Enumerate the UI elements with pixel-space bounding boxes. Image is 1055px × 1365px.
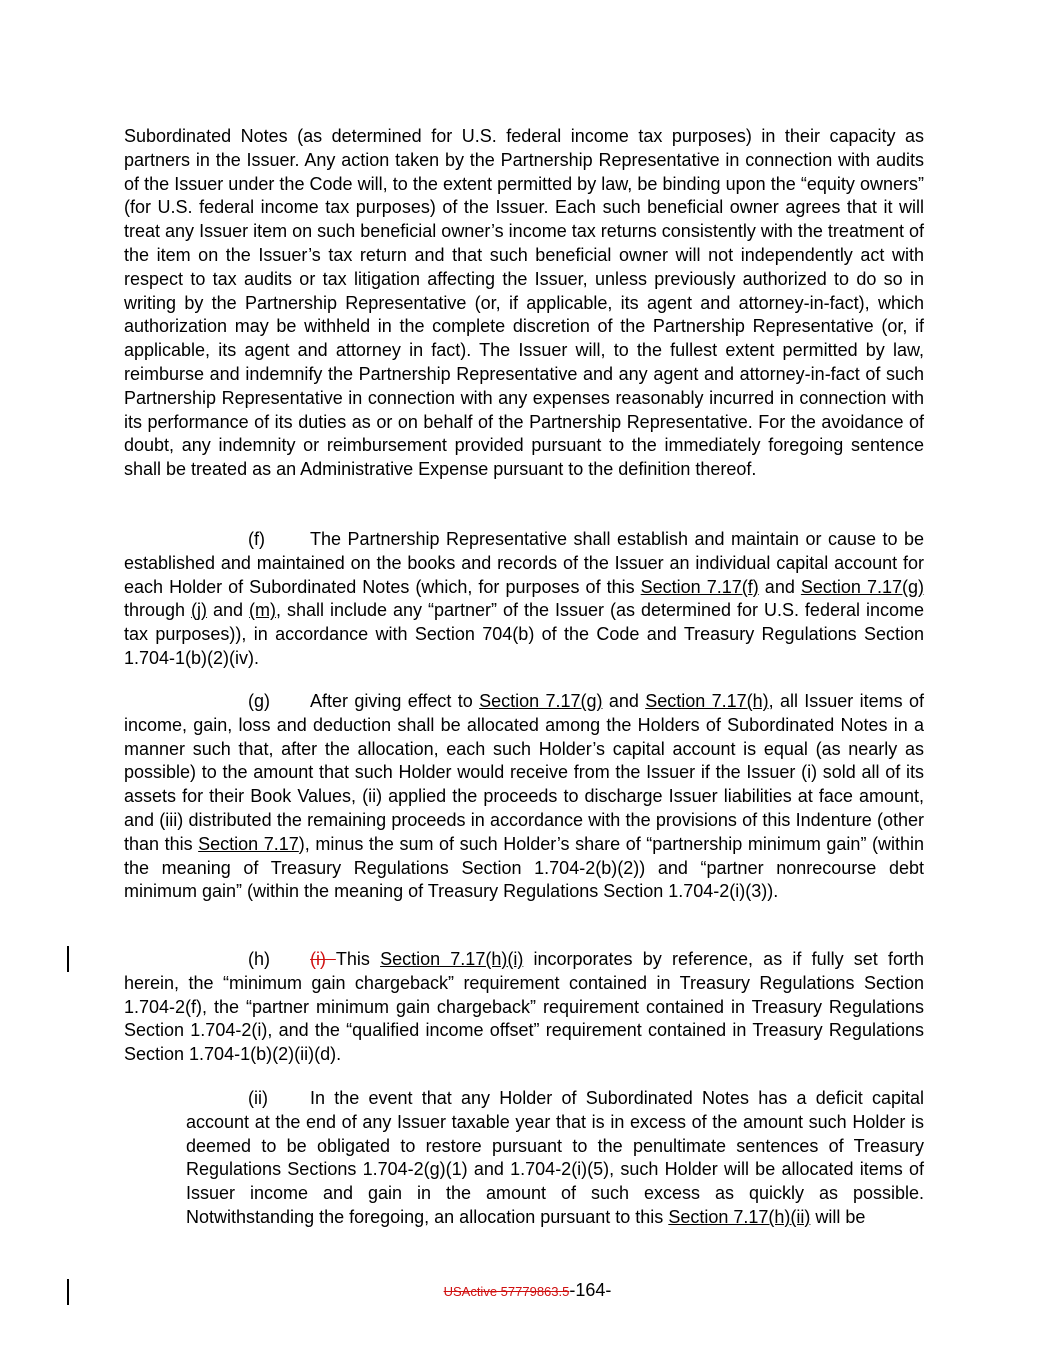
section-ref-link[interactable]: (m): [249, 600, 276, 621]
text: , all Issuer items of income, gain, loss and deduction shall be allocated among the Holders of Subordinated Notes in a manner such that, after the allocation, each such Holder’s capital account is equal (as nearly as possible) to the amount that such Holder would receive from the Issuer if the Issuer (i) sold all of its assets for their Book Values, (ii) applied the proceeds to discharge Issuer liabilities at face amount, and (iii) distributed the remaining proceeds in accordance with the provisions of this Indenture (other than this: [124, 691, 924, 854]
text: , shall include any “partner” of the Issuer (as determined for U.S. federal income tax purposes)), in accordance with Section 704(b) of the Code and Treasury Regulations Section 1.704-1(b)(2)(iv).: [124, 600, 924, 668]
text: This: [335, 949, 381, 969]
section-ref-link[interactable]: Section 7.17(h)(ii): [668, 1206, 811, 1227]
deleted-text: (i): [310, 949, 336, 969]
text: ), minus the sum of such Holder’s share of “partnership minimum gain” (within the meaning of Treasury Regulations Section 1.704-2(b)(2)) and “partner nonrecourse debt minimum gain” (within the meaning of Treasury Regulations Section 1.704-2(i)(3)).: [124, 833, 925, 902]
paragraph-continuation: Subordinated Notes (as determined for U.S. federal income tax purposes) in their capacity as partners in the Issuer. Any action taken by the Partnership Representative in connection with audits of the Issuer under the Code will, to the extent permitted by law, be binding upon the “equity owners” (for U.S. federal income tax purposes) of the Issuer. Each such beneficial owner agrees that it will treat any Issuer item on such beneficial owner’s income tax returns consistently with the treatment of the item on the Issuer’s tax return and that such beneficial owner will not independently act with respect to tax audits or tax litigation affecting the Issuer, unless previously authorized to do so in writing by the Partnership Representative (or, if applicable, its agent and attorney-in-fact), which authorization may be withheld in the complete discretion of the Partnership Representative (or, if applicable, its agent and attorney in fact). The Issuer will, to the fullest extent permitted by law, reimburse and indemnify the Partnership Representative and any agent and attorney-in-fact of such Partnership Representative in connection with any expenses reasonably incurred in connection with its performance of its duties as or on behalf of the Partnership Representative. For the avoidance of doubt, any indemnity or reimbursement provided pursuant to the immediately foregoing sentence shall be treated as an Administrative Expense pursuant to the definition thereof.: [124, 126, 924, 480]
paragraph-g: [124, 690, 924, 904]
deleted-doc-id: USActive 57779863.5: [443, 1284, 570, 1299]
change-bar: [67, 946, 69, 972]
section-ref-link[interactable]: (j): [191, 600, 208, 621]
text: The Partnership Representative shall establish and maintain or cause to be established and maintained on the books and records of the Issuer an individual capital account for each Holder of Subordinated Notes (which, for purposes of this: [124, 529, 924, 597]
text: and: [602, 691, 646, 711]
label-g: (g): [248, 691, 270, 711]
text: In the event that any Holder of Subordinated Notes has a deficit capital account at the end of any Issuer taxable year that is in excess of the amount such Holder is deemed to be obligated to restore pursuant to the penultimate sentences of Treasury Regulations Sections 1.704-2(g)(1) and 1.704-2(i)(5), such Holder will be allocated items of Issuer income and gain in the amount of such excess as quickly as possible. Notwithstanding the foregoing, an allocation pursuant to this: [186, 1088, 924, 1227]
text: After giving effect to: [310, 691, 480, 711]
section-ref-link[interactable]: Section 7.17(g): [479, 691, 603, 711]
section-ref-link[interactable]: Section 7.17(f): [640, 576, 759, 597]
label-f: (f): [248, 529, 265, 549]
page-footer: [0, 1280, 1055, 1301]
section-ref-link[interactable]: Section 7.17(g): [800, 576, 925, 597]
text: and: [207, 600, 250, 621]
section-ref-link[interactable]: Section 7.17: [198, 833, 299, 854]
section-ref-link[interactable]: Section 7.17(h)(i): [380, 949, 524, 969]
text: and: [758, 576, 801, 597]
paragraph-h: [124, 948, 924, 1067]
label-ii: (ii): [248, 1088, 268, 1108]
section-ref-link[interactable]: Section 7.17(h): [645, 691, 769, 711]
paragraph-f: [124, 528, 924, 671]
paragraph-ii: [186, 1087, 924, 1230]
page-number: -164-: [569, 1280, 612, 1300]
label-h: (h): [248, 949, 270, 969]
text: incorporates by reference, as if fully set forth herein, the “minimum gain chargeback” requirement contained in Treasury Regulations Section 1.704-2(f), the “partner minimum gain chargeback” requirement contained in Treasury Regulations Section 1.704-2(i), and the “qualified income offset” requirement contained in Treasury Regulations Section 1.704-1(b)(2)(ii)(d).: [124, 949, 924, 1065]
text: will be: [810, 1206, 866, 1227]
text: through: [124, 600, 192, 621]
